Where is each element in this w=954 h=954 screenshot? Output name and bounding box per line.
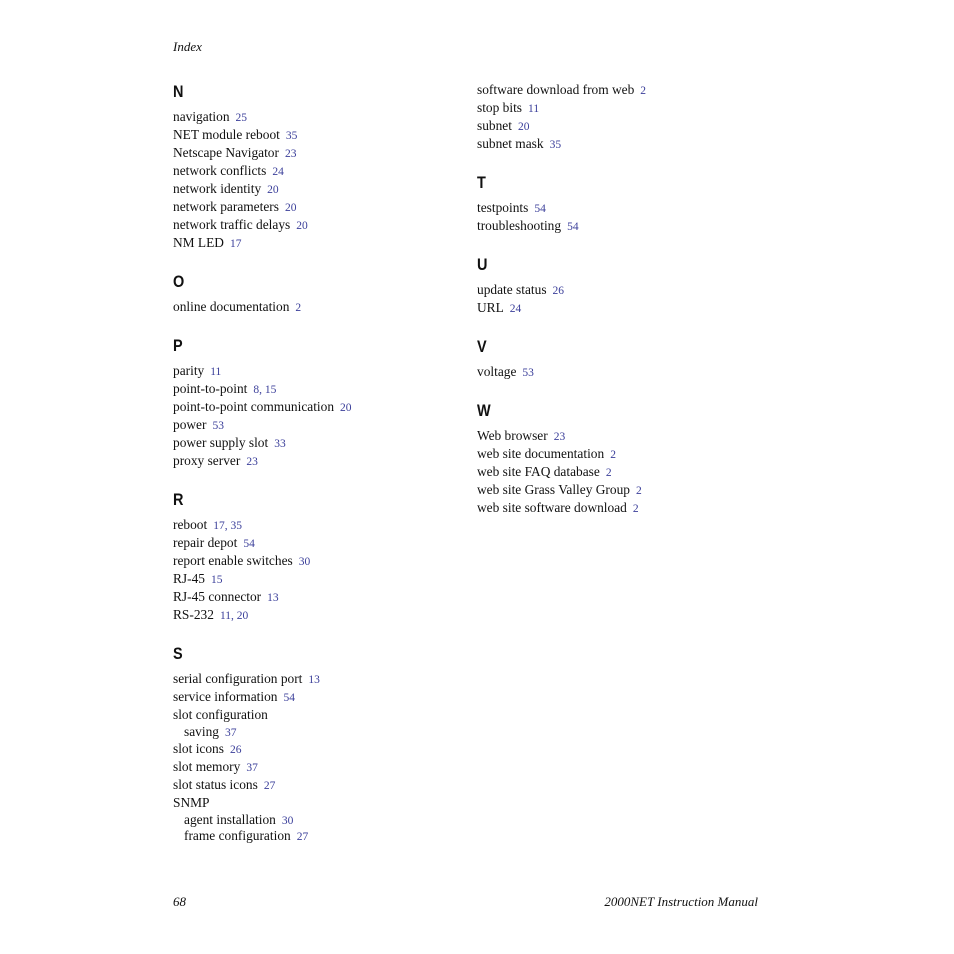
index-term: navigation [173, 109, 230, 124]
page-link[interactable]: 2 [610, 449, 616, 461]
page-refs [295, 302, 301, 314]
index-term: software download from web [477, 82, 635, 97]
index-term: RS-232 [173, 607, 214, 622]
index-entry [173, 740, 473, 758]
index-entry [173, 298, 473, 316]
page-refs [230, 744, 242, 756]
index-entry [173, 534, 473, 552]
index-section [173, 82, 473, 252]
page-refs: 11, 20 [219, 610, 249, 622]
page-refs [236, 112, 248, 124]
page-refs: 17, 35 [213, 520, 242, 532]
page-number: 68 [173, 894, 186, 909]
index-entry [173, 416, 473, 434]
page-link[interactable]: 35 [230, 520, 242, 532]
index-section [173, 336, 473, 470]
index-entry [477, 299, 777, 317]
index-entry [173, 108, 473, 126]
index-subentry [173, 724, 473, 740]
page-link[interactable]: 23 [284, 148, 297, 160]
index-term: saving [184, 724, 219, 739]
index-term: network parameters [173, 199, 279, 214]
index-term: serial configuration port [173, 671, 303, 686]
section-letter: T [477, 173, 486, 192]
page-link[interactable]: 20 [340, 402, 352, 414]
page-link[interactable]: 15 [264, 384, 277, 396]
index-term: NET module reboot [173, 127, 280, 142]
page-refs: 8, 15 [253, 384, 277, 396]
page-refs [308, 674, 320, 686]
page-refs [212, 420, 224, 432]
index-term: troubleshooting [477, 218, 562, 233]
index-term: parity [173, 363, 205, 378]
page-refs [267, 184, 279, 196]
index-entry [173, 706, 473, 724]
page-link[interactable]: 13 [267, 592, 279, 604]
index-entry [173, 606, 473, 624]
section-letter: V [477, 337, 487, 356]
page-refs [211, 574, 223, 586]
index-section [173, 644, 473, 844]
page-refs [230, 238, 242, 250]
index-term: web site FAQ database [477, 464, 600, 479]
page-link[interactable]: 33 [274, 438, 286, 450]
index-entry [477, 281, 777, 299]
page-refs [606, 467, 612, 479]
page-link[interactable]: 20 [296, 220, 308, 232]
index-entry [173, 688, 473, 706]
page-link[interactable]: 30 [281, 815, 294, 827]
page-refs [283, 692, 295, 704]
index-entry [173, 434, 473, 452]
page-link[interactable]: 11 [210, 366, 222, 378]
index-section [477, 401, 777, 517]
page-link[interactable]: 24 [272, 166, 284, 178]
page-refs [510, 303, 522, 315]
index-entry [173, 570, 473, 588]
page-link[interactable]: 2 [605, 467, 612, 479]
index-section [477, 81, 777, 153]
index-entry [173, 380, 473, 398]
index-entry [173, 198, 473, 216]
page-link[interactable]: 27 [296, 831, 309, 843]
page-refs [285, 148, 297, 160]
page-link[interactable]: 54 [243, 538, 255, 550]
index-entry [173, 516, 473, 534]
index-entry [173, 126, 473, 144]
page-refs [518, 121, 530, 133]
section-letter: N [173, 82, 184, 101]
page-link[interactable]: 30 [298, 556, 311, 568]
page-link[interactable]: 2 [640, 85, 647, 97]
index-entry [173, 180, 473, 198]
page-refs [522, 367, 534, 379]
page-refs [610, 449, 616, 461]
index-entry [173, 144, 473, 162]
page-link[interactable]: 11 [528, 103, 540, 115]
page-refs [210, 366, 221, 378]
page-link[interactable]: 20 [517, 121, 530, 133]
index-term: point-to-point communication [173, 399, 335, 414]
page-link[interactable]: 25 [235, 112, 248, 124]
index-term: web site software download [477, 500, 627, 515]
index-entry [477, 199, 777, 217]
index-term: subnet [477, 118, 512, 133]
index-entry [477, 135, 777, 153]
page-refs [553, 285, 565, 297]
index-term: repair depot [173, 535, 238, 550]
index-entry [477, 445, 777, 463]
index-entry [477, 81, 777, 99]
index-term: web site Grass Valley Group [477, 482, 630, 497]
page-refs [246, 762, 258, 774]
index-entry [477, 463, 777, 481]
index-entry [173, 776, 473, 794]
index-term: slot configuration [173, 707, 268, 722]
index-entry [477, 217, 777, 235]
index-entry [173, 398, 473, 416]
page-link[interactable]: 13 [308, 674, 320, 686]
page-refs [296, 220, 308, 232]
page-link[interactable]: 2 [635, 485, 642, 497]
index-entry [173, 216, 473, 234]
index-section [477, 255, 777, 317]
page-link[interactable]: 54 [283, 692, 295, 704]
page-link[interactable]: 35 [285, 130, 298, 142]
page-refs [225, 727, 237, 739]
index-term: slot status icons [173, 777, 258, 792]
page-link[interactable]: 54 [567, 221, 579, 233]
index-entry [173, 670, 473, 688]
page-refs [243, 538, 255, 550]
index-term: subnet mask [477, 136, 544, 151]
page-refs [299, 556, 311, 568]
index-term: testpoints [477, 200, 529, 215]
index-term: proxy server [173, 453, 241, 468]
index-term: network conflicts [173, 163, 267, 178]
page-link[interactable]: 20 [236, 610, 249, 622]
running-head: Index [173, 39, 202, 54]
index-entry [477, 481, 777, 499]
index-term: RJ-45 [173, 571, 205, 586]
page-refs [550, 139, 562, 151]
page-refs [264, 780, 276, 792]
page-link[interactable]: 35 [549, 139, 562, 151]
index-entry [173, 794, 473, 812]
page-refs [636, 485, 642, 497]
page-refs [534, 203, 546, 215]
index-term: power [173, 417, 207, 432]
index-term: reboot [173, 517, 208, 532]
page-refs [554, 431, 566, 443]
page-link[interactable]: 17 [229, 238, 242, 250]
page-refs [272, 166, 284, 178]
page-refs [340, 402, 352, 414]
index-entry [173, 452, 473, 470]
page-link[interactable]: 20 [267, 184, 279, 196]
page-link[interactable]: 26 [229, 744, 242, 756]
page-link[interactable]: 20 [284, 202, 297, 214]
index-entry [173, 588, 473, 606]
index-entry [173, 234, 473, 252]
index-term: RJ-45 connector [173, 589, 262, 604]
index-term: online documentation [173, 299, 290, 314]
section-letter: S [173, 644, 183, 663]
index-entry [173, 758, 473, 776]
page-refs [640, 85, 646, 97]
index-term: Web browser [477, 428, 548, 443]
index-section [477, 173, 777, 235]
page-link[interactable]: 2 [295, 302, 302, 314]
index-term: SNMP [173, 795, 210, 810]
page-link[interactable]: 17 [213, 520, 225, 532]
index-term: point-to-point [173, 381, 248, 396]
page-link[interactable]: 37 [224, 727, 237, 739]
index-term: report enable switches [173, 553, 293, 568]
section-letter: W [477, 401, 491, 420]
index-section [477, 337, 777, 381]
index-section [173, 490, 473, 624]
index-term: NM LED [173, 235, 224, 250]
page-link[interactable]: 27 [263, 780, 276, 792]
page-link[interactable]: 23 [246, 456, 258, 468]
page-refs [285, 202, 297, 214]
index-entry [477, 99, 777, 117]
index-term: web site documentation [477, 446, 605, 461]
section-letter: O [173, 272, 185, 291]
page-link[interactable]: 11 [219, 610, 232, 622]
page-link[interactable]: 54 [534, 203, 546, 215]
index-term: voltage [477, 364, 517, 379]
index-term: slot memory [173, 759, 241, 774]
page-link[interactable]: 24 [509, 303, 522, 315]
page-link[interactable]: 8 [253, 384, 260, 396]
index-term: update status [477, 282, 547, 297]
page-refs [282, 815, 294, 827]
index-entry [477, 363, 777, 381]
index-term: service information [173, 689, 278, 704]
index-entry [173, 162, 473, 180]
page-refs [267, 592, 279, 604]
index-term: frame configuration [184, 828, 291, 843]
page-refs [274, 438, 286, 450]
page-link[interactable]: 26 [552, 285, 565, 297]
index-term: agent installation [184, 812, 276, 827]
index-entry [477, 427, 777, 445]
section-letter: R [173, 490, 184, 509]
index-subentry [173, 828, 473, 844]
index-entry [173, 552, 473, 570]
page-link[interactable]: 53 [522, 367, 534, 379]
page-link[interactable]: 15 [211, 574, 223, 586]
index-entry [173, 362, 473, 380]
page-link[interactable]: 37 [246, 762, 258, 774]
index-term: network identity [173, 181, 262, 196]
index-term: URL [477, 300, 504, 315]
index-column-right [477, 81, 777, 537]
page-refs [567, 221, 579, 233]
page-refs [246, 456, 258, 468]
index-term: power supply slot [173, 435, 269, 450]
page-refs [633, 503, 639, 515]
index-entry [477, 117, 777, 135]
section-letter: P [173, 336, 183, 355]
index-term: stop bits [477, 100, 523, 115]
page-link[interactable]: 23 [553, 431, 566, 443]
page-refs [297, 831, 309, 843]
index-column-left [173, 80, 473, 864]
index-subentry [173, 812, 473, 828]
page-refs [528, 103, 539, 115]
index-term: network traffic delays [173, 217, 291, 232]
index-term: slot icons [173, 741, 224, 756]
index-section [173, 272, 473, 316]
page-link[interactable]: 2 [632, 503, 639, 515]
section-letter: U [477, 255, 488, 274]
page-link[interactable]: 53 [212, 420, 224, 432]
page-refs [286, 130, 298, 142]
index-term: Netscape Navigator [173, 145, 279, 160]
index-entry [477, 499, 777, 517]
manual-title: 2000NET Instruction Manual [604, 894, 758, 909]
